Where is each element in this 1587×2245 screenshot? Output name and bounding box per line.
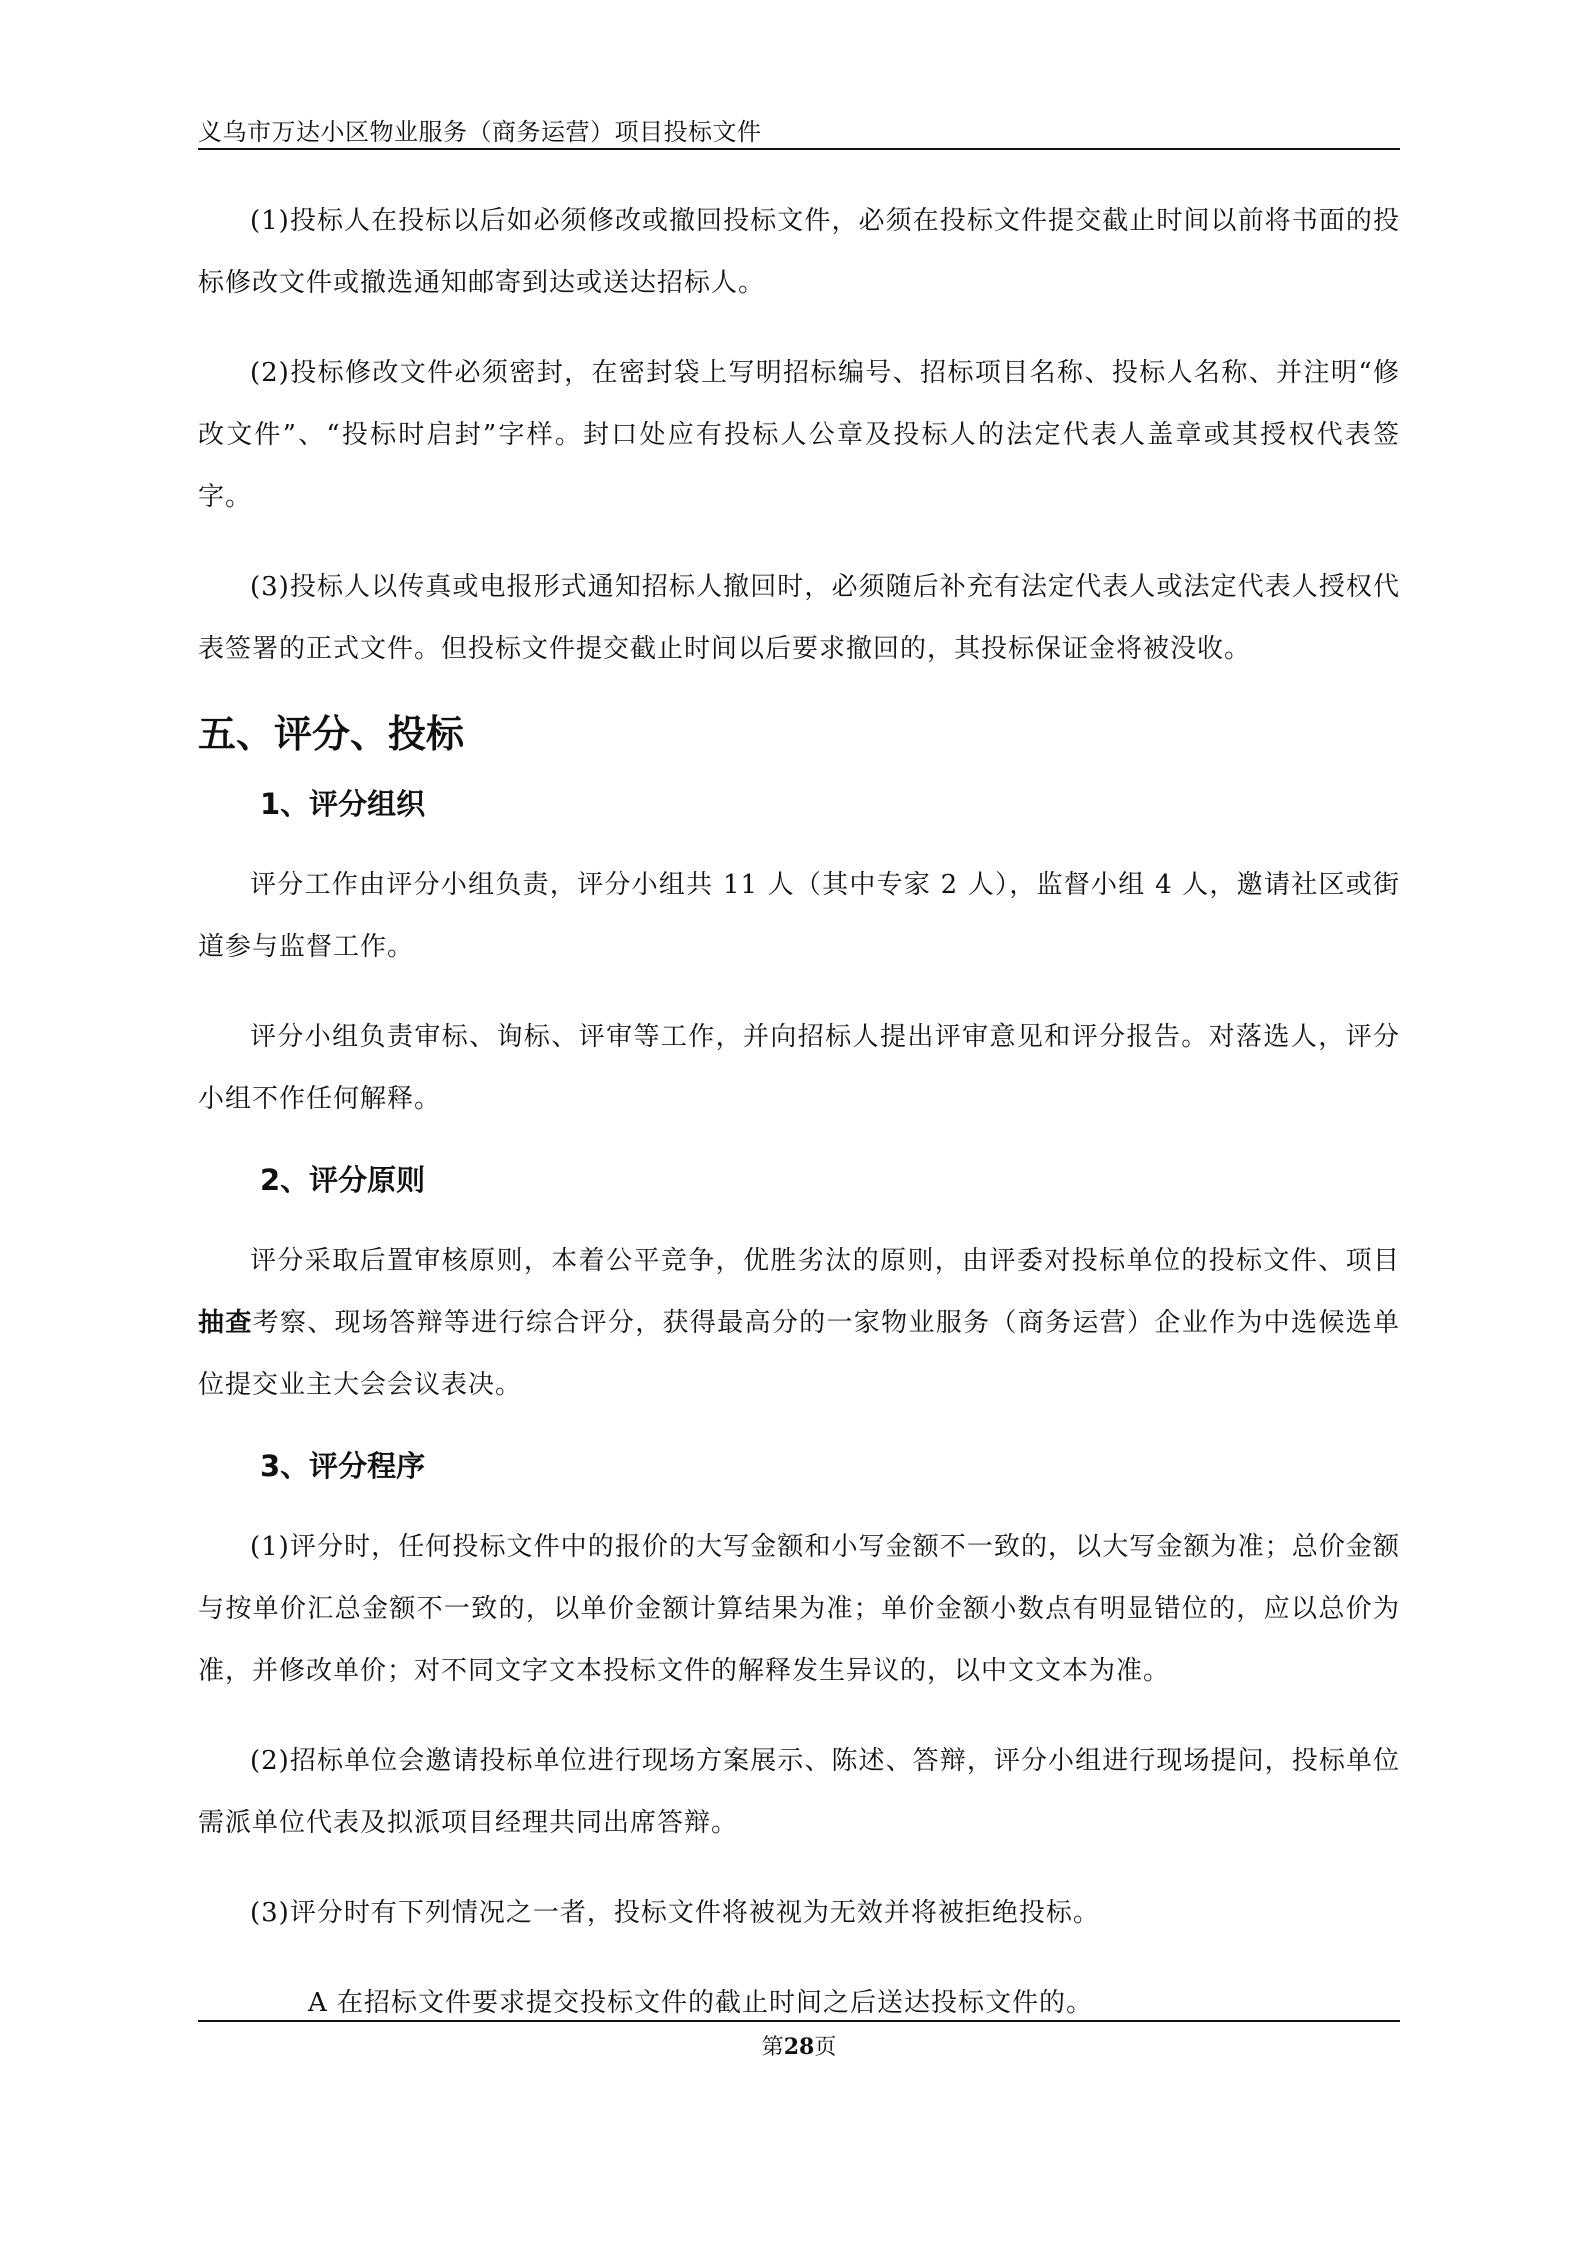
paragraph [198,1230,1400,1416]
section-heading: 五、评分、投标 [198,712,465,756]
page-header [198,108,1400,150]
text-run: 考察、现场答辩等进行综合评分，获得最高分的一家物业服务（商务运营）企业作为中选候选单位提交业主大会会议表决。 [198,1308,1400,1400]
paragraph: 评分小组负责审标、询标、评审等工作，并向招标人提出评审意见和评分报告。对落选人，评分小组不作任何解释。 [198,1022,1400,1114]
paragraph: (1)评分时，任何投标文件中的报价的大写金额和小写金额不一致的，以大写金额为准；总价金额与按单价汇总金额不一致的，以单价金额计算结果为准；单价金额小数点有明显错位的，应以总价为准，并修改单价；对不同文字文本投标文件的解释发生异议的，以中文文本为准。 [198,1532,1400,1686]
bold-text-run: 抽查 [198,1308,253,1338]
page-footer [198,2020,1400,2060]
page-suffix: 页 [814,2035,837,2060]
page-number [198,2030,1400,2061]
paragraph: (2)招标单位会邀请投标单位进行现场方案展示、陈述、答辩，评分小组进行现场提问，投标单位需派单位代表及拟派项目经理共同出席答辩。 [198,1746,1400,1838]
page-prefix: 第 [761,2035,784,2060]
page-content [198,190,1400,2062]
paragraph: (1)投标人在投标以后如必须修改或撤回投标文件，必须在投标文件提交截止时间以前将书面的投标修改文件或撤选通知邮寄到达或送达招标人。 [198,206,1400,298]
paragraph: 评分工作由评分小组负责，评分小组共 11 人（其中专家 2 人），监督小组 4 人，邀请社区或街道参与监督工作。 [198,870,1400,962]
paragraph: A 在招标文件要求提交投标文件的截止时间之后送达投标文件的。 [308,1988,1094,2018]
paragraph: (3)评分时有下列情况之一者，投标文件将被视为无效并将被拒绝投标。 [250,1898,1100,1928]
subsection-heading: 3、评分程序 [260,1449,426,1483]
document-title: 义乌市万达小区物业服务（商务运营）项目投标文件 [198,118,762,146]
subsection-heading: 2、评分原则 [260,1163,426,1197]
text-run: 评分采取后置审核原则，本着公平竞争，优胜劣汰的原则，由评委对投标单位的投标文件、项目 [250,1246,1400,1276]
paragraph: (2)投标修改文件必须密封，在密封袋上写明招标编号、招标项目名称、投标人名称、并注明“修改文件”、“投标时启封”字样。封口处应有投标人公章及投标人的法定代表人盖章或其授权代表签字。 [198,358,1400,512]
page-number-value: 28 [783,2034,815,2060]
paragraph: (3)投标人以传真或电报形式通知招标人撤回时，必须随后补充有法定代表人或法定代表人授权代表签署的正式文件。但投标文件提交截止时间以后要求撤回的，其投标保证金将被没收。 [198,572,1400,664]
subsection-heading: 1、评分组织 [260,787,426,821]
